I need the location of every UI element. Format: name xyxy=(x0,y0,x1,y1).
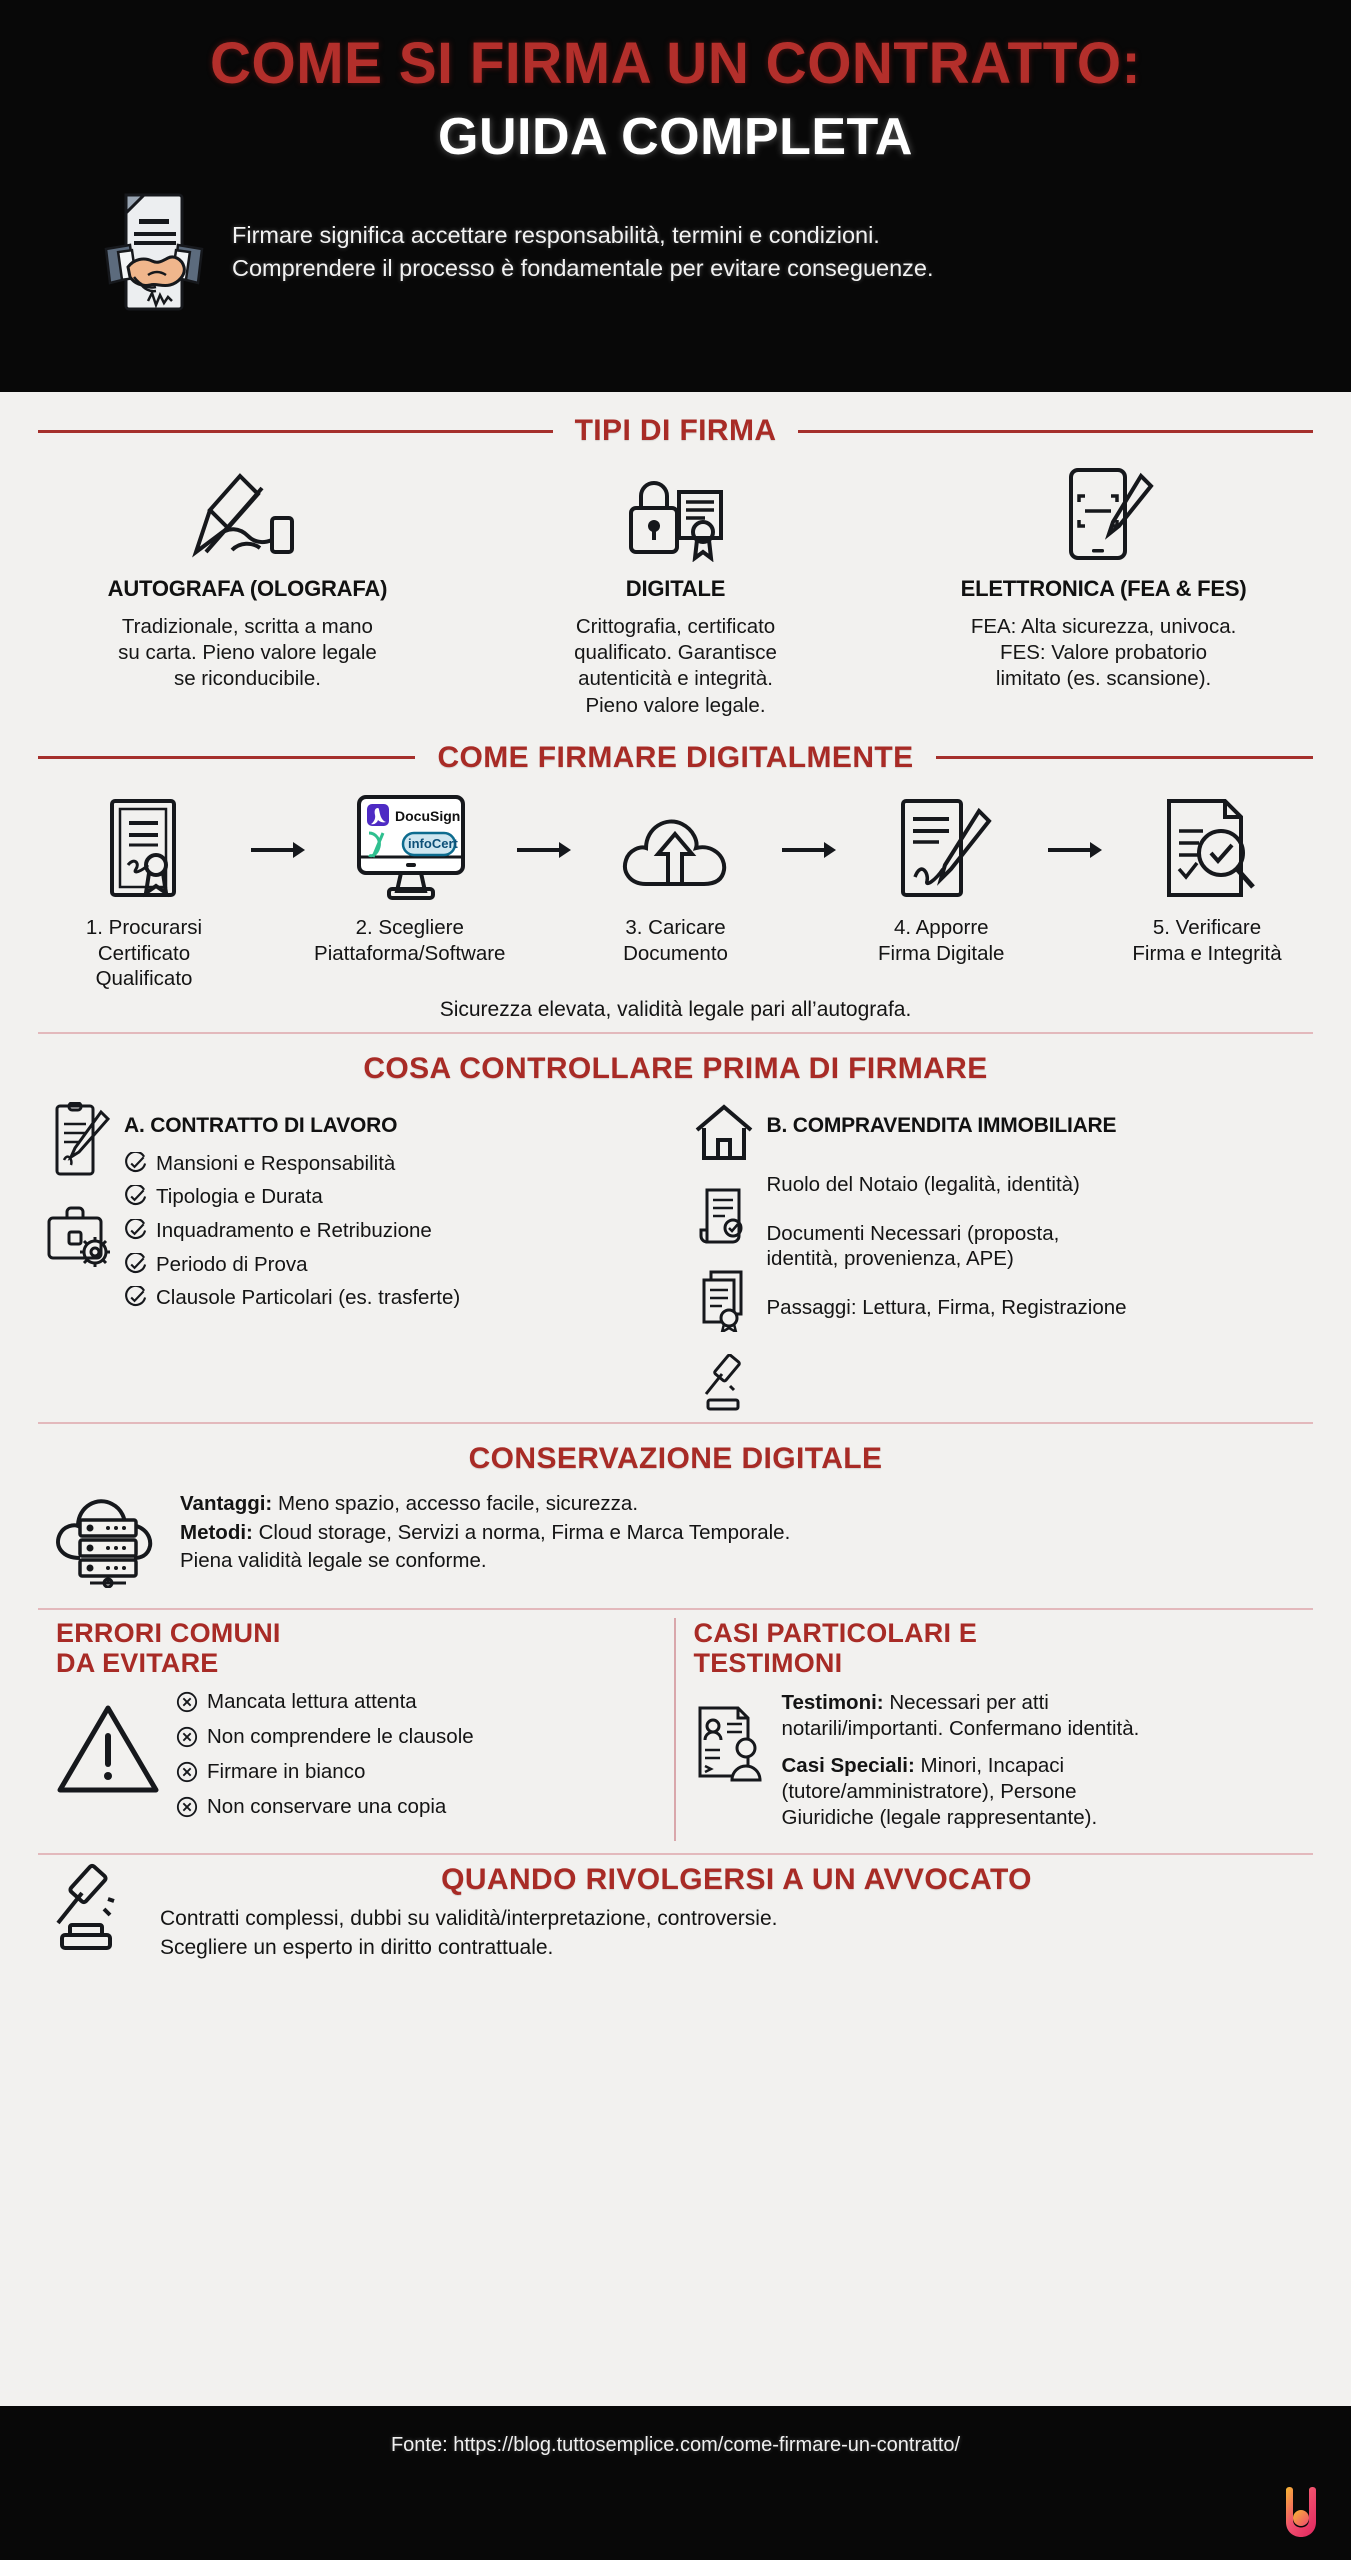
section-title-errori: ERRORI COMUNI DA EVITARE xyxy=(56,1617,281,1679)
tipo-heading: ELETTRONICA (FEA & FES) xyxy=(960,576,1247,601)
tipo-heading: DIGITALE xyxy=(625,576,726,601)
cosa-controllare-columns xyxy=(38,1092,1313,1412)
errori-casi-columns xyxy=(38,1614,1313,1842)
col-contratto-lavoro xyxy=(38,1098,671,1412)
document-signature-pen-icon xyxy=(841,795,1041,905)
cloud-upload-icon xyxy=(576,795,776,905)
steps-row xyxy=(38,783,1313,992)
document-verify-magnifier-icon xyxy=(1107,795,1307,905)
tipo-heading: AUTOGRAFA (OLOGRAFA) xyxy=(107,576,388,601)
notary-scroll-seal-icon xyxy=(699,1186,749,1248)
tipo-firma-digitale xyxy=(474,466,877,719)
conservazione-line-3: Piena validità legale se conforme. xyxy=(180,1549,487,1573)
infographic-body xyxy=(0,392,1351,2406)
conservazione-text xyxy=(180,1484,790,1576)
arrow-icon-2 xyxy=(512,795,574,905)
section-title-tipi-firma: TIPI DI FIRMA xyxy=(574,414,777,447)
footer xyxy=(0,2406,1351,2560)
divider-2 xyxy=(38,1422,1313,1424)
cloud-server-icon xyxy=(46,1484,158,1588)
hand-writing-pen-icon xyxy=(46,466,449,562)
col-main-right xyxy=(767,1098,1314,1412)
section-title-come-firmare: COME FIRMARE DIGITALMENTE xyxy=(437,740,914,774)
arrow-icon-4 xyxy=(1043,795,1105,905)
rule-right xyxy=(936,756,1313,759)
rule-right xyxy=(798,430,1313,433)
col-casi xyxy=(676,1618,1314,1842)
tipo-body: Crittografia, certificato qualificato. Garantisce autenticità e integrità. Pieno valore legale. xyxy=(574,615,777,717)
gavel-large-icon xyxy=(48,1863,140,1955)
step-label: 1. Procurarsi Certificato Qualificato xyxy=(85,915,203,991)
rule-left xyxy=(38,756,415,759)
tipi-firma-grid xyxy=(38,456,1313,719)
compravendita-item-1: Ruolo del Notaio (legalità, identità) xyxy=(766,1172,1080,1196)
header xyxy=(0,0,1351,392)
section-title-avvocato: QUANDO RIVOLGERSI A UN AVVOCATO xyxy=(441,1863,1032,1897)
svg-text:infoCert: infoCert xyxy=(407,835,458,851)
x-circle-icon xyxy=(176,1796,198,1818)
avvocato-row xyxy=(38,1859,1313,1963)
tipo-body: Tradizionale, scritta a mano su carta. Pieno valore legale se riconducibile. xyxy=(118,615,377,691)
page-title: COME SI FIRMA UN CONTRATTO: xyxy=(209,31,1142,96)
padlock-certificate-icon xyxy=(474,466,877,562)
house-icon xyxy=(693,1102,755,1164)
step-label: 3. Caricare Documento xyxy=(623,915,728,965)
warning-triangle-icon xyxy=(56,1690,160,1798)
check-circle-icon xyxy=(124,1219,147,1242)
intro-line-2: Comprendere il processo è fondamentale per evitare conseguenze. xyxy=(232,254,934,281)
tablet-stylus-icon xyxy=(902,466,1305,562)
conservazione-row xyxy=(38,1482,1313,1588)
list-item: Clausole Particolari (es. trasferte) xyxy=(124,1286,671,1311)
col-compravendita xyxy=(681,1098,1314,1412)
certificate-seal-icon xyxy=(44,795,244,905)
x-circle-icon xyxy=(176,1761,198,1783)
rule-left xyxy=(38,430,553,433)
documents-seal-icon xyxy=(699,1270,749,1332)
avvocato-text: Contratti complessi, dubbi su validità/interpretazione, controversie. Scegliere un esperto in diritto contrattuale. xyxy=(160,1907,778,1960)
handshake-document-icon xyxy=(104,191,204,313)
steps-note: Sicurezza elevata, validità legale pari all’autografa. xyxy=(439,997,912,1021)
monitor-software-icon xyxy=(310,795,510,905)
step-4 xyxy=(841,795,1041,966)
x-circle-icon xyxy=(176,1691,198,1713)
list-item: Non conservare una copia xyxy=(176,1795,474,1819)
list-item: Mansioni e Responsabilità xyxy=(124,1152,671,1177)
conservazione-line-1: Vantaggi: Meno spazio, accesso facile, sicurezza. xyxy=(180,1491,639,1515)
arrow-icon-1 xyxy=(246,795,308,905)
step-5 xyxy=(1107,795,1307,966)
check-circle-icon xyxy=(124,1152,147,1175)
step-label: 2. Scegliere Piattaforma/Software xyxy=(314,915,506,965)
compravendita-item-2: Documenti Necessari (proposta, identità, provenienza, APE) xyxy=(766,1221,1060,1270)
side-icons-right xyxy=(681,1098,767,1412)
compravendita-item-3: Passaggi: Lettura, Firma, Registrazione xyxy=(766,1295,1127,1319)
divider-1 xyxy=(38,1032,1313,1034)
avvocato-body xyxy=(160,1863,1313,1963)
casi-row xyxy=(694,1690,1296,1841)
casi-paragraph-2: Casi Speciali: Minori, Incapaci (tutore/amministratore), Persone Giuridiche (legale rappresentante). xyxy=(781,1753,1098,1829)
list-item: Periodo di Prova xyxy=(124,1253,671,1278)
check-circle-icon xyxy=(124,1253,147,1276)
col-main-left xyxy=(124,1098,671,1412)
step-1 xyxy=(44,795,244,992)
header-intro-text xyxy=(232,219,934,286)
divider-4 xyxy=(38,1853,1313,1855)
check-list-lavoro xyxy=(124,1152,671,1311)
casi-text xyxy=(782,1690,1140,1841)
source-link[interactable]: Fonte: https://blog.tuttosemplice.com/come-firmare-un-contratto/ xyxy=(390,2434,961,2456)
section-header-tipi-firma xyxy=(38,414,1313,448)
page-subtitle: GUIDA COMPLETA xyxy=(438,107,913,166)
side-icons-left xyxy=(38,1098,124,1412)
errori-list xyxy=(176,1690,474,1830)
step-2 xyxy=(310,795,510,966)
header-intro-row xyxy=(0,191,1351,313)
check-circle-icon xyxy=(124,1185,147,1208)
tipo-firma-autografa xyxy=(46,466,449,719)
section-title-cosa-controllare: COSA CONTROLLARE PRIMA DI FIRMARE xyxy=(363,1051,988,1085)
subsection-heading-a: A. CONTRATTO DI LAVORO xyxy=(124,1113,398,1137)
step-label: 5. Verificare Firma e Integrità xyxy=(1132,915,1282,965)
witness-people-document-icon xyxy=(694,1690,768,1788)
tipo-body: FEA: Alta sicurezza, univoca. FES: Valore probatorio limitato (es. scansione). xyxy=(970,615,1237,691)
intro-line-1: Firmare significa accettare responsabilità, termini e condizioni. xyxy=(232,221,880,248)
step-label: 4. Apporre Firma Digitale xyxy=(878,915,1005,965)
list-item: Inquadramento e Retribuzione xyxy=(124,1219,671,1244)
list-item: Non comprendere le clausole xyxy=(176,1725,474,1749)
section-header-come-firmare xyxy=(38,741,1313,775)
list-item: Mancata lettura attenta xyxy=(176,1690,474,1714)
list-item: Firmare in bianco xyxy=(176,1760,474,1784)
section-title-casi: CASI PARTICOLARI E TESTIMONI xyxy=(693,1617,978,1679)
conservazione-line-2: Metodi: Cloud storage, Servizi a norma, Firma e Marca Temporale. xyxy=(180,1520,791,1544)
u-gradient-logo xyxy=(1279,2484,1323,2546)
gavel-icon xyxy=(698,1354,750,1412)
check-circle-icon xyxy=(124,1286,147,1309)
divider-3 xyxy=(38,1608,1313,1610)
tipo-firma-elettronica xyxy=(902,466,1305,719)
x-circle-icon xyxy=(176,1726,198,1748)
step-3 xyxy=(576,795,776,966)
casi-paragraph-1: Testimoni: Necessari per atti notarili/importanti. Confermano identità. xyxy=(781,1691,1140,1741)
subsection-heading-b: B. COMPRAVENDITA IMMOBILIARE xyxy=(766,1113,1117,1137)
list-item: Tipologia e Durata xyxy=(124,1185,671,1210)
col-errori xyxy=(38,1618,676,1842)
svg-text:DocuSign: DocuSign xyxy=(394,807,461,824)
arrow-icon-3 xyxy=(777,795,839,905)
briefcase-gear-icon xyxy=(45,1200,117,1274)
contract-pencil-icon xyxy=(51,1102,111,1178)
errori-row xyxy=(56,1690,656,1830)
section-title-conservazione: CONSERVAZIONE DIGITALE xyxy=(468,1441,883,1475)
